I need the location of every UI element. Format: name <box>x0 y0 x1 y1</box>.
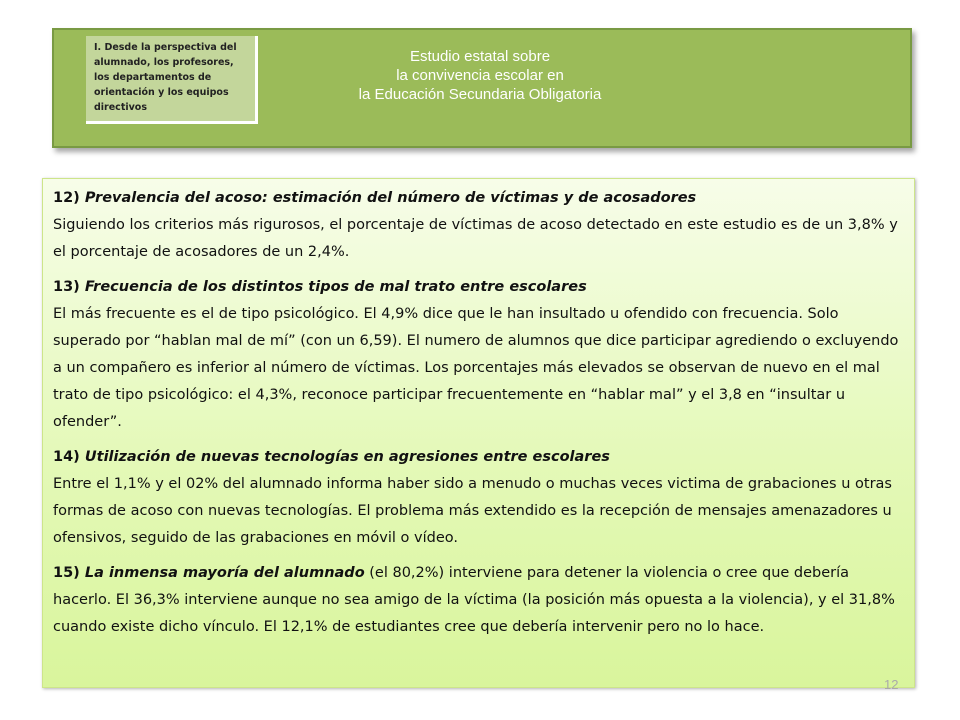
content-box <box>42 178 915 688</box>
section-paragraph <box>53 560 904 641</box>
section-15 <box>53 560 904 641</box>
section-heading <box>53 444 904 471</box>
section-heading <box>53 565 365 581</box>
title-line-2: la convivencia escolar en <box>396 67 564 84</box>
section-14 <box>53 444 904 552</box>
section-number: 13) <box>53 279 80 295</box>
section-label-box <box>86 36 258 124</box>
title-line-1: Estudio estatal sobre <box>409 48 551 65</box>
section-body: El más frecuente es el de tipo psicológico. El 4,9% dice que le han insultado u ofendido con frecuencia. Solo superado por “hablan mal de mí” (con un 6,59). El numero de alumnos que dice participar agrediendo o excluyendo a un compañero es inferior al número de víctimas. Los porcentajes más elevados se observan de nuevo en el mal trato de tipo psicológico: el 4,3%, reconoce participar frecuentemente en “hablar mal” y el 3,8 en “insultar u ofender”. <box>53 306 899 430</box>
section-number: 14) <box>53 449 80 465</box>
section-body: (el 80,2%) interviene para detener la violencia o cree que debería hacerlo. El 36,3% interviene aunque no sea amigo de la víctima (la posición más opuesta a la violencia), y el 31,8% cuando existe dicho vínculo. El 12,1% de estudiantes cree que debería intervenir pero no lo hace. <box>53 565 895 635</box>
section-label-text: I. Desde la perspectiva del alumnado, los profesores, los departamentos de orientación y los equipos directivos <box>94 42 237 113</box>
section-title: Utilización de nuevas tecnologías en agresiones entre escolares <box>84 449 610 465</box>
section-13 <box>53 274 904 436</box>
section-number: 12) <box>53 190 80 206</box>
section-title: Prevalencia del acoso: estimación del número de víctimas y de acosadores <box>84 190 697 206</box>
section-number: 15) <box>53 565 80 581</box>
section-title: La inmensa mayoría del alumnado <box>84 565 365 581</box>
section-heading <box>53 274 904 301</box>
section-body: Siguiendo los criterios más rigurosos, el porcentaje de víctimas de acoso detectado en este estudio es de un 3,8% y el porcentaje de acosadores de un 2,4%. <box>53 217 898 260</box>
section-12 <box>53 185 904 266</box>
section-title: Frecuencia de los distintos tipos de mal trato entre escolares <box>84 279 587 295</box>
section-body: Entre el 1,1% y el 02% del alumnado informa haber sido a menudo o muchas veces victima de grabaciones u otras formas de acoso con nuevas tecnologías. El problema más extendido es la recepción de mensajes amenazadores u ofensivos, seguido de las grabaciones en móvil o vídeo. <box>53 476 892 546</box>
page-number: 12 <box>884 677 899 692</box>
slide-title <box>300 47 660 104</box>
section-heading <box>53 185 904 212</box>
title-line-3: la Educación Secundaria Obligatoria <box>358 86 602 103</box>
